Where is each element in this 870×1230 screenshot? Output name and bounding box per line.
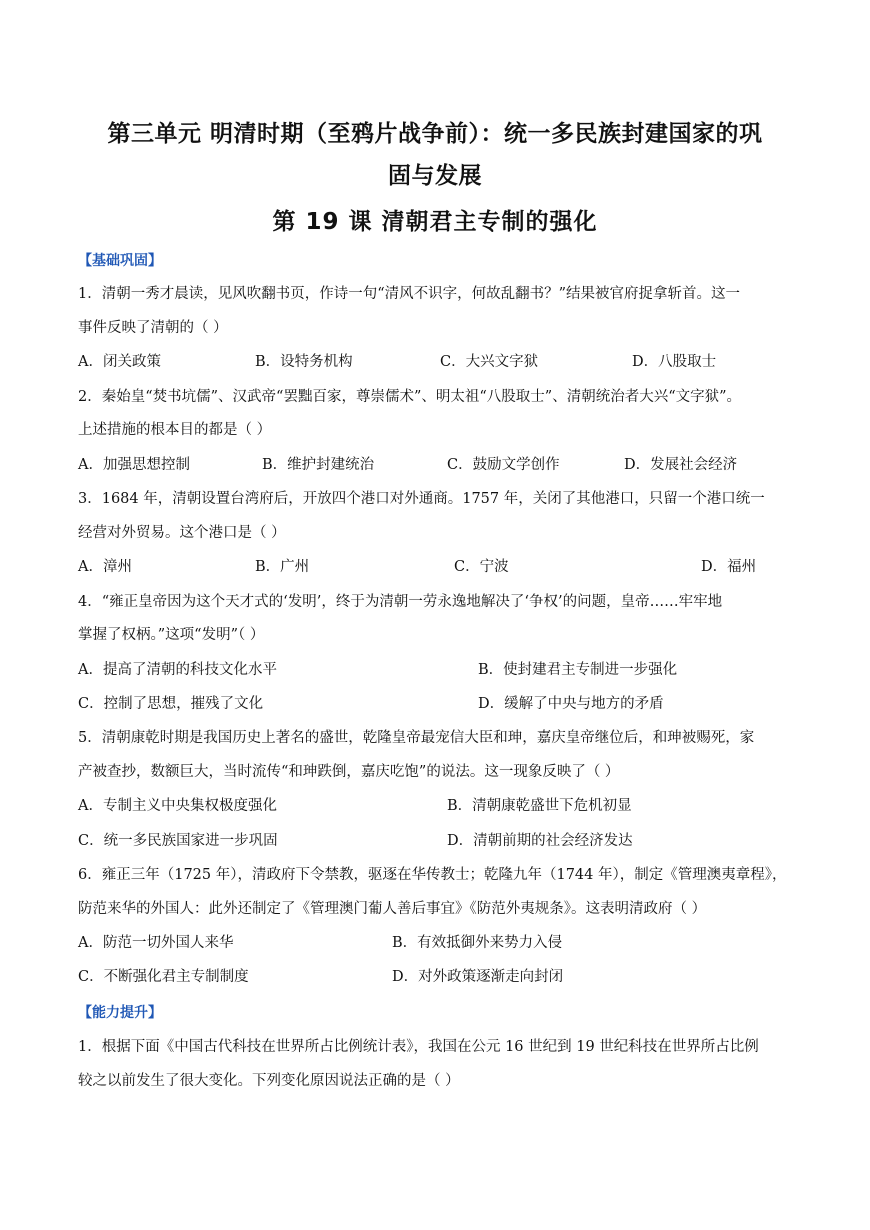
q1-option-d: D．八股取士 <box>632 354 717 370</box>
q2-option-d: D．发展社会经济 <box>624 457 738 473</box>
q5-option-a: A．专制主义中央集权极度强化 <box>78 798 277 814</box>
q3-option-d: D．福州 <box>701 559 757 575</box>
q4-stem-line2: 掌握了权柄。”这项“发明”（ ） <box>78 627 265 643</box>
q1-stem-line1: 1．清朝一秀才晨读，见风吹翻书页，作诗一句“清风不识字，何故乱翻书？”结果被官府捉拿斩首。这一 <box>78 286 741 302</box>
q1-option-a: A．闭关政策 <box>78 354 161 370</box>
lesson-title: 第 19 课 清朝君主专制的强化 <box>272 209 598 235</box>
q3-option-b: B．广州 <box>255 559 310 575</box>
q2-option-c: C．鼓励文学创作 <box>447 457 560 473</box>
q1-stem-line2: 事件反映了清朝的（ ） <box>78 320 228 336</box>
q4-stem-line1: 4．“雍正皇帝因为这个天才式的‘发明’，终于为清朝一劳永逸地解决了‘争权’的问题，皇帝……牢牢地 <box>78 594 723 610</box>
q5-option-c: C．统一多民族国家进一步巩固 <box>78 833 278 849</box>
q6-option-a: A．防范一切外国人来华 <box>78 935 234 951</box>
q3-stem-line2: 经营对外贸易。这个港口是（ ） <box>78 525 286 541</box>
q5-option-d: D．清朝前期的社会经济发达 <box>447 833 633 849</box>
q4-option-a: A．提高了清朝的科技文化水平 <box>78 662 277 678</box>
q1-option-c: C．大兴文字狱 <box>440 354 539 370</box>
q2-option-b: B．维护封建统治 <box>262 457 375 473</box>
q2-stem-line2: 上述措施的根本目的都是（ ） <box>78 422 272 438</box>
q6-stem-line1: 6．雍正三年（1725 年），清政府下令禁教，驱逐在华传教士；乾隆九年（1744 年），制定《管理澳夷章程》， <box>78 867 787 883</box>
q3-option-a: A．漳州 <box>78 559 132 575</box>
section-advanced-heading: 【能力提升】 <box>78 1005 162 1021</box>
q3-option-c: C．宁波 <box>454 559 509 575</box>
q4-option-b: B．使封建君主专制进一步强化 <box>478 662 678 678</box>
q6-option-b: B．有效抵御外来势力入侵 <box>392 935 563 951</box>
q6-stem-line2: 防范来华的外国人：此外还制定了《管理澳门葡人善后事宜》《防范外夷规条》。这表明清政府（ ） <box>78 901 707 917</box>
q2-stem-line1: 2．秦始皇“焚书坑儒”、汉武帝“罢黜百家，尊崇儒术”、明太祖“八股取士”、清朝统治者大兴“文字狱”。 <box>78 389 742 405</box>
q2-option-a: A．加强思想控制 <box>78 457 190 473</box>
section-basic-heading: 【基础巩固】 <box>78 253 162 269</box>
p1-stem-line1: 1．根据下面《中国古代科技在世界所占比例统计表》，我国在公元 16 世纪到 19 世纪科技在世界所占比例 <box>78 1039 759 1055</box>
q5-option-b: B．清朝康乾盛世下危机初显 <box>447 798 632 814</box>
unit-title-line1: 第三单元 明清时期（至鸦片战争前）：统一多民族封建国家的巩 <box>107 121 763 147</box>
q6-option-d: D．对外政策逐渐走向封闭 <box>392 969 564 985</box>
q6-option-c: C．不断强化君主专制制度 <box>78 969 249 985</box>
q5-stem-line2: 产被查抄，数额巨大，当时流传“和珅跌倒，嘉庆吃饱”的说法。这一现象反映了（ ） <box>78 764 620 780</box>
unit-title-line2: 固与发展 <box>388 163 482 189</box>
q4-option-c: C．控制了思想，摧残了文化 <box>78 696 264 712</box>
q4-option-d: D．缓解了中央与地方的矛盾 <box>478 696 664 712</box>
q1-option-b: B．设特务机构 <box>255 354 353 370</box>
q3-stem-line1: 3．1684 年，清朝设置台湾府后，开放四个港口对外通商。1757 年，关闭了其他港口，只留一个港口统一 <box>78 491 765 507</box>
q5-stem-line1: 5．清朝康乾时期是我国历史上著名的盛世，乾隆皇帝最宠信大臣和珅，嘉庆皇帝继位后，和珅被赐死，家 <box>78 730 755 746</box>
p1-stem-line2: 较之以前发生了很大变化。下列变化原因说法正确的是（ ） <box>78 1073 460 1089</box>
